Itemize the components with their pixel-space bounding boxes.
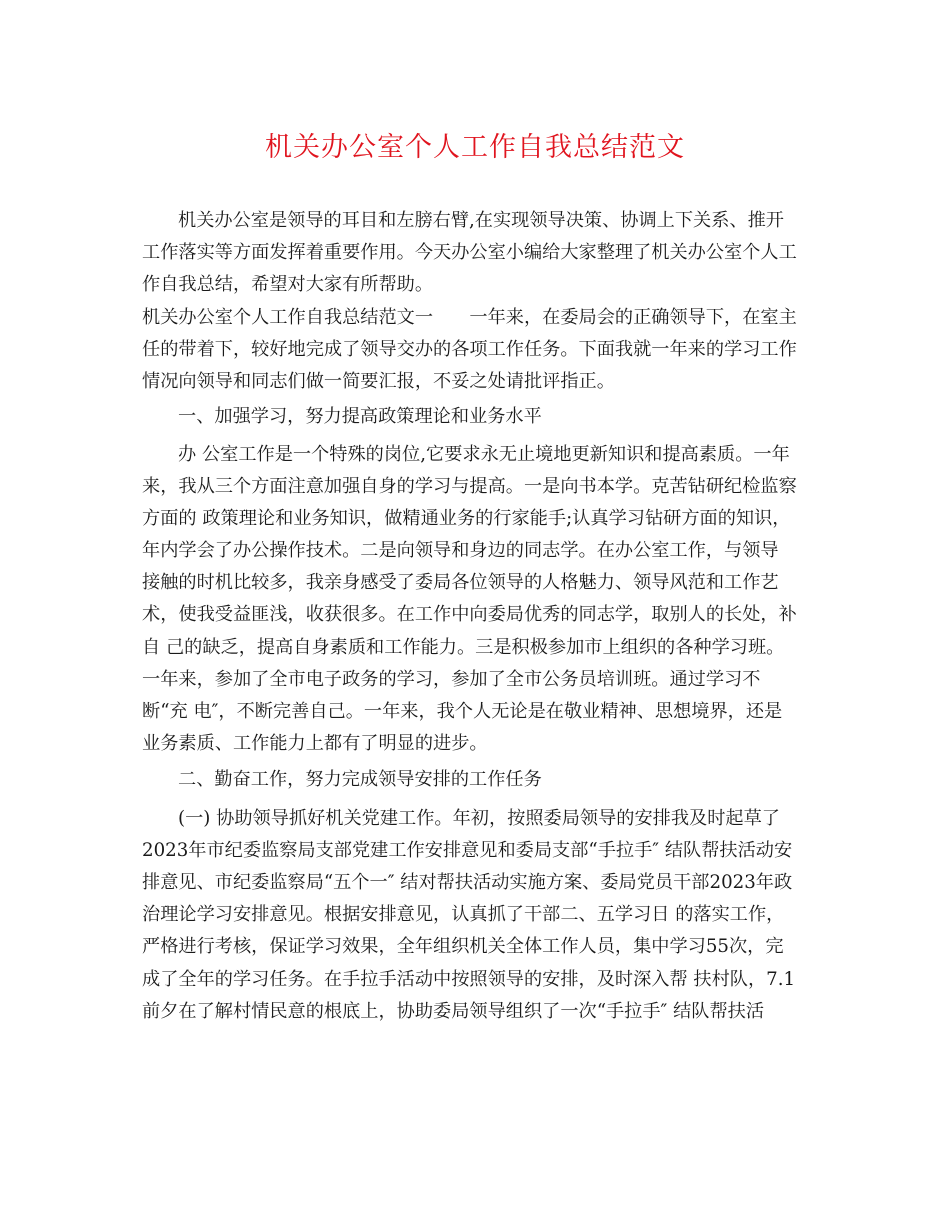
paragraph-line: 办 公室工作是一个特殊的岗位,它要求永无止境地更新知识和提高素质。一年: [178, 444, 790, 465]
paragraph-line: 机关办公室个人工作自我总结范文一 一年来，在委局会的正确领导下，在室主: [142, 307, 797, 328]
paragraph-line: 任的带着下，较好地完成了领导交办的各项工作任务。下面我就一年来的学习工作: [142, 339, 797, 360]
paragraph-line: 术，使我受益匪浅，收获很多。在工作中向委局优秀的同志学，取别人的长处，补: [142, 604, 797, 625]
paragraph-line: 机关办公室是领导的耳目和左膀右臂,在实现领导决策、协调上下关系、推开: [178, 210, 784, 231]
paragraph-line: 断“充 电″，不断完善自己。一年来，我个人无论是在敬业精神、思想境界，还是: [142, 701, 783, 722]
paragraph-line: 方面的 政策理论和业务知识，做精通业务的行家能手;认真学习钻研方面的知识，: [142, 508, 791, 529]
paragraph-line: 自 己的缺乏，提高自身素质和工作能力。三是积极参加市上组织的各种学习班。: [142, 637, 785, 658]
paragraph-line: 业务素质、工作能力上都有了明显的进步。: [142, 733, 488, 754]
document-title: 机关办公室个人工作自我总结范文: [265, 132, 685, 163]
paragraph-line: 前夕在了解村情民意的根底上，协助委局领导组织了一次“手拉手″ 结队帮扶活: [142, 1001, 765, 1022]
section-heading: 一、加强学习，努力提高政策理论和业务水平: [178, 406, 542, 427]
section-heading: 二、勤奋工作，努力完成领导安排的工作任务: [178, 769, 542, 790]
paragraph-line: 来，我从三个方面注意加强自身的学习与提高。一是向书本学。克苦钻研纪检监察: [142, 476, 797, 497]
paragraph-line: 作自我总结，希望对大家有所帮助。: [142, 274, 434, 295]
paragraph-line: 接触的时机比较多，我亲身感受了委局各位领导的人格魅力、领导风范和工作艺: [142, 572, 779, 593]
paragraph-line: 情况向领导和同志们做一简要汇报，不妥之处请批评指正。: [142, 371, 615, 392]
paragraph-line: 年内学会了办公操作技术。二是向领导和身边的同志学。在办公室工作，与领导: [142, 540, 779, 561]
paragraph-line: 2023年市纪委监察局支部党建工作安排意见和委局支部“手拉手″ 结队帮扶活动安: [142, 840, 793, 861]
paragraph-line: 成了全年的学习任务。在手拉手活动中按照领导的安排，及时深入帮 扶村队，7.1: [142, 969, 796, 990]
paragraph-line: 工作落实等方面发挥着重要作用。今天办公室小编给大家整理了机关办公室个人工: [142, 242, 797, 263]
paragraph-line: 治理论学习安排意见。根据安排意见，认真抓了干部二、五学习日 的落实工作，: [142, 904, 785, 925]
paragraph-line: (一) 协助领导抓好机关党建工作。年初，按照委局领导的安排我及时起草了: [178, 808, 780, 829]
paragraph-line: 严格进行考核，保证学习效果，全年组织机关全体工作人员，集中学习55次，完: [142, 936, 784, 957]
paragraph-line: 一年来，参加了全市电子政务的学习，参加了全市公务员培训班。通过学习不: [142, 669, 761, 690]
paragraph-line: 排意见、市纪委监察局“五个一″ 结对帮扶活动实施方案、委局党员干部2023年政: [142, 872, 793, 893]
